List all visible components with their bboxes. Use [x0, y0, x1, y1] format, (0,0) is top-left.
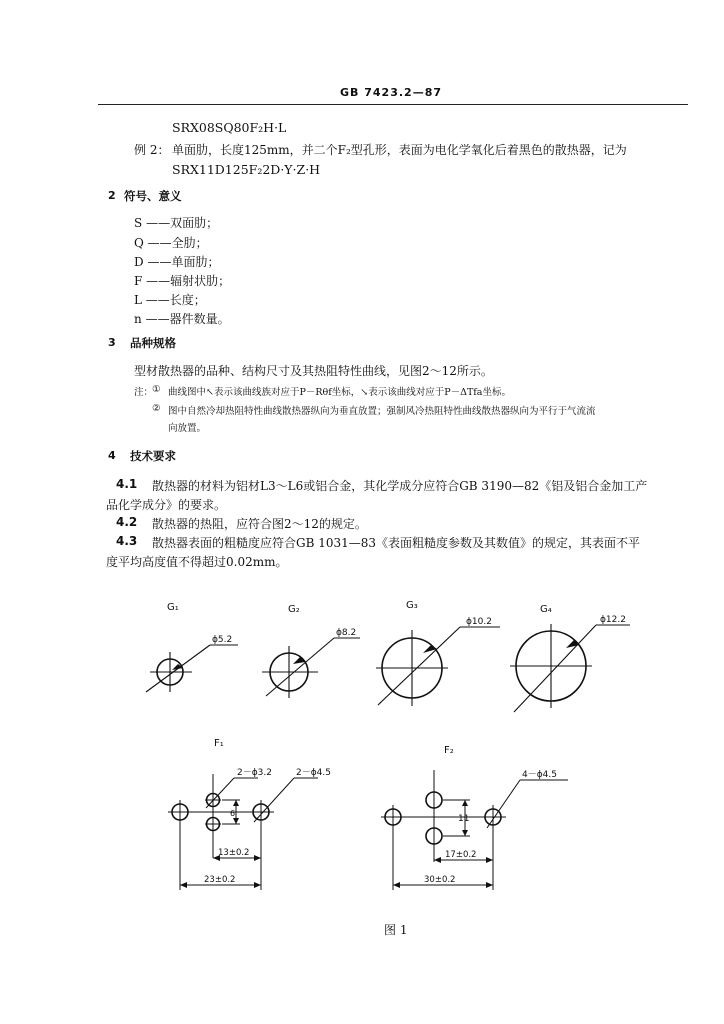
g1-diameter-label: ϕ5.2 — [212, 635, 233, 645]
clause-4-2-number: 4.2 — [116, 515, 138, 529]
f1-small-hole-dim: 2－ϕ3.2 — [237, 768, 272, 778]
clause-4-3-line-2: 度平均高度值不得超过0.02mm。 — [106, 555, 288, 569]
symbol-dash: —— — [146, 216, 171, 230]
note-label: 注： — [134, 387, 154, 398]
arrowhead — [254, 855, 261, 861]
g2-label: G₂ — [288, 604, 300, 615]
f2-dim-17-label: 17±0.2 — [445, 850, 477, 860]
note-1-text: 曲线图中↖表示该曲线族对应于P－Rθf坐标，↘表示该曲线对应于P－ΔTfa坐标。 — [168, 387, 511, 398]
note-1-number: ① — [152, 384, 161, 395]
f2-hole-dim: 4－ϕ4.5 — [522, 770, 557, 780]
g1-hole-diagram — [146, 645, 238, 692]
note-2-line-2: 向放置。 — [168, 423, 207, 434]
g4-diameter-label: ϕ12.2 — [600, 615, 626, 625]
g1-label: G₁ — [167, 602, 179, 613]
section-3-paragraph: 型材散热器的品种、结构尺寸及其热阻特性曲线，见图2～12所示。 — [134, 364, 493, 378]
note-2-number: ② — [152, 403, 161, 414]
f1-dim-23-label: 23±0.2 — [204, 875, 236, 885]
clause-4-3-line-1: 散热器表面的粗糙度应符合GB 1031—83《表面粗糙度参数及其数值》的规定，其表面不平 — [152, 536, 641, 550]
example-2-label: 例 2： — [134, 143, 170, 157]
f1-hole-pattern — [168, 774, 318, 890]
symbol-meaning: 长度； — [169, 293, 206, 307]
arrowhead — [434, 857, 441, 863]
clause-4-1-line-2: 品化学成分》的要求。 — [106, 498, 227, 512]
note-2-line-1: 图中自然冷却热阻特性曲线散热器纵向为垂直放置；强制风冷热阻特性曲线散热器纵向为平行于气流流 — [168, 406, 596, 417]
symbol-meaning: 辐射状肋； — [170, 274, 231, 288]
standard-number: GB 7423.2—87 — [340, 86, 442, 99]
example-1-code: SRX08SQ80F₂H·L — [172, 120, 287, 135]
g3-hole-diagram — [376, 627, 500, 706]
symbol-letter: L — [134, 293, 142, 307]
clause-4-1-number: 4.1 — [116, 477, 138, 491]
f2-dim-30-label: 30±0.2 — [424, 875, 456, 885]
g3-label: G₃ — [406, 600, 418, 611]
arrowhead — [486, 882, 493, 888]
arrowhead — [233, 800, 239, 806]
arrowhead — [254, 882, 261, 888]
arrowhead — [486, 857, 493, 863]
symbol-dash: —— — [145, 312, 170, 326]
f1-vertical-dim-label: 6 — [230, 809, 236, 818]
section-2-number: 2 — [108, 189, 116, 202]
f1-leader-large — [254, 778, 294, 822]
symbol-dash: —— — [147, 236, 172, 250]
f2-label: F₂ — [444, 745, 454, 756]
symbol-letter: S — [134, 216, 143, 230]
arrowhead — [566, 640, 579, 648]
g4-label: G₄ — [540, 604, 552, 615]
symbol-meaning: 单面肋； — [171, 255, 220, 269]
symbol-meaning: 全肋； — [171, 236, 208, 250]
figure-caption: 图 1 — [384, 923, 408, 937]
arrowhead — [293, 657, 305, 664]
arrowhead — [180, 882, 187, 888]
f1-large-hole-dim: 2－ϕ4.5 — [296, 768, 331, 778]
symbol-dash: —— — [146, 274, 171, 288]
symbol-dash: —— — [145, 293, 170, 307]
symbol-dash: —— — [147, 255, 172, 269]
arrowhead — [423, 645, 437, 653]
g2-diameter-label: ϕ8.2 — [336, 628, 357, 638]
g3-diameter-label: ϕ10.2 — [466, 617, 492, 627]
arrowhead — [462, 800, 468, 806]
symbol-meaning: 器件数量。 — [169, 312, 230, 326]
f1-leader-small — [206, 778, 234, 808]
symbol-letter: D — [134, 255, 144, 269]
example-2-code: SRX11D125F₂2D·Y·Z·H — [172, 162, 321, 177]
section-3-title: 品种规格 — [130, 336, 176, 350]
f1-label: F₁ — [214, 738, 224, 749]
clause-4-2-text: 散热器的热阻，应符合图2～12的规定。 — [152, 517, 367, 531]
f2-vertical-dim-label: 11 — [458, 814, 470, 824]
clause-4-1-line-1: 散热器的材料为铝材L3～L6或铝合金，其化学成分应符合GB 3190—82《铝及铝合金加工产 — [152, 479, 648, 493]
section-3-number: 3 — [108, 336, 116, 349]
symbol-meaning: 双面肋； — [170, 216, 219, 230]
g4-hole-diagram — [510, 624, 630, 712]
g2-hole-diagram — [262, 638, 360, 698]
section-4-number: 4 — [108, 449, 116, 462]
clause-4-3-number: 4.3 — [116, 534, 138, 548]
f2-hole-pattern — [381, 770, 568, 890]
section-4-title: 技术要求 — [130, 449, 176, 463]
symbol-letter: Q — [134, 236, 144, 250]
f1-dim-13-label: 13±0.2 — [218, 848, 250, 858]
g4-leader — [514, 625, 596, 712]
example-2-text: 单面肋，长度125mm，并二个F₂型孔形，表面为电化学氧化后着黑色的散热器，记为 — [172, 143, 627, 157]
arrowhead — [393, 882, 400, 888]
symbol-letter: F — [134, 274, 143, 288]
arrowhead — [233, 818, 239, 824]
arrowhead — [462, 830, 468, 836]
section-2-title: 符号、意义 — [124, 189, 182, 203]
f2-leader — [487, 780, 520, 828]
symbol-letter: n — [134, 312, 142, 326]
